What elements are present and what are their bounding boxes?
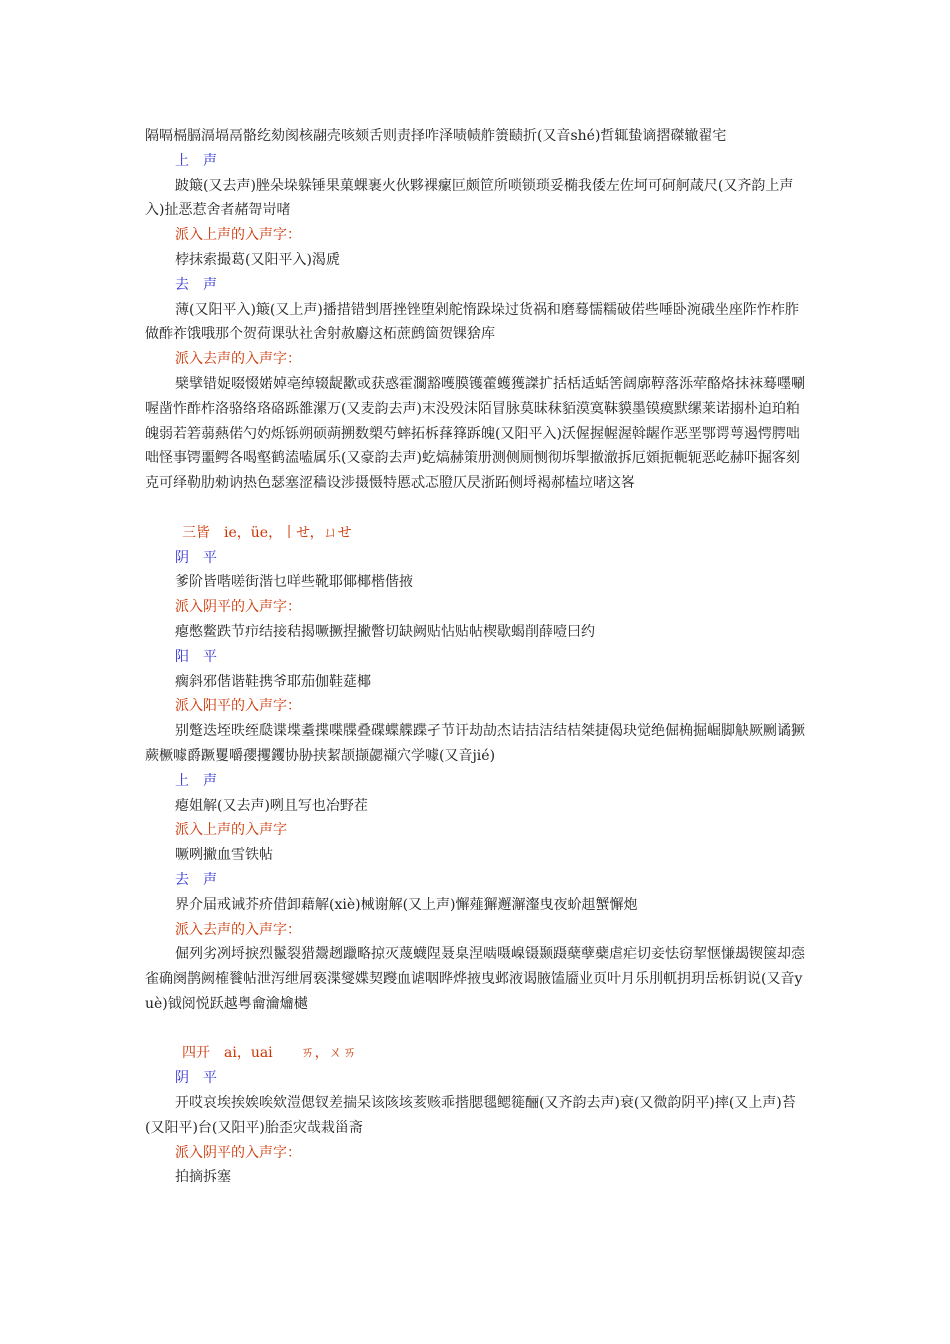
paragraph: 檗擘错娖啜惙婼婥亳绰辍龊歠或获惑霍灁豁嚄膜镬藿蠖獲謋扩括栝适蛞筈阔廓鞟落泺荦酪烙抹袜蓦嚜唰喔凿怍酢柞洛骆络珞硌跞雒漯万(又麦韵去声)末没殁沫陌冒脉莫昧秣貊漠寞靺貘墨镆瘼默缧莱诺搦朴迫珀粕魄弱若箬蒻爇偌勺妁烁铄朔硕蒴搠数槊芍蟀拓柝萚箨跅魄(又阳平入)沃偓握幄渥斡龌作恶垩鄂谔萼遏愕腭咄咄怪事锷噩鳄各喝壑鹤溘嗑属乐(又豪韵去声)虼熇赫策册测侧厕恻彻坼掣撤澈拆厄頞扼軛轭恶屹赫吓掘客刻克可绎勒肋勑讷热色瑟塞涩穑设涉摄慑特慝忒忑膯仄昃浙跖侧埒褐郝榼垃啫这峉	[145, 375, 805, 492]
tone-heading: 上 声	[175, 772, 217, 789]
paragraph: 瘪憋鳖跌节疖结接秸揭噘撅捏撇瞥切缺阙贴怗贴帖楔歇蝎削薛噎曰约	[175, 623, 595, 640]
paragraph: 跛簸(又去声)脞朵垛躲锤果菓蜾裹火伙夥裸瘰叵颇笸所唢锁琐妥椭我倭左佐坷可砢舸葴尺(又齐韵上声入)扯恶惹舍者赭哿岢啫	[145, 177, 794, 219]
paragraph: 噘咧撇血雪铁帖	[175, 847, 273, 864]
tone-heading: 派入阳平的入声字：	[175, 698, 301, 715]
tone-heading: 派入去声的入声字：	[175, 921, 301, 938]
tone-heading: 上 声	[175, 152, 217, 169]
paragraph: 界介届戒诫芥疥借卸藉解(xiè)械谢解(又上声)懈薤獬邂澥瀣曳夜蚧趄蟹懈炮	[175, 896, 638, 913]
paragraph: 瘸斜邪偕谐鞋携爷耶茄伽鞋莚椰	[175, 673, 371, 690]
paragraph: 别蹩迭垤昳绖瓞谍堞耋揲喋牒叠碟蝶艓蹀孑节讦劫劼杰诘拮洁结桔桀捷偈玦觉绝倔桷掘崛脚觖厥劂谲獗蕨橛噱爵蹶矍嚼孾攫钁协胁挟絜颉撷勰襭穴学噱(又音jié)	[145, 723, 805, 764]
paragraph: 薄(又阳平入)簸(又上声)播措错剉厝挫锉堕剁舵惰跺垛过货祸和磨蓦懦糯破偌些唾卧涴硪坐座阼怍柞胙做酢祚饿哦那个贺荷课驮社舍射赦麝这柘蔗鹧箇贺锞猞库	[145, 301, 799, 343]
tone-heading: 去 声	[175, 871, 217, 888]
tone-heading: 去 声	[175, 276, 217, 293]
tone-heading: 派入上声的入声字	[175, 822, 287, 839]
tone-heading: 阳 平	[175, 648, 217, 665]
section-title: 四开 ai，uai ㄞ，ㄨㄞ	[182, 1045, 357, 1062]
paragraph: 拍摘拆塞	[175, 1169, 231, 1186]
tone-heading: 阴 平	[175, 549, 217, 566]
paragraph: 开哎哀埃挨娭唉欸溰偲钗差揣呆该陔垓荄赅乖揩腮毸鳃簁酾(又齐韵去声)衰(又微韵阴平)摔(又上声)苔(又阳平)台(又阳平)胎歪灾哉栽甾斋	[145, 1095, 796, 1136]
paragraph: 倔列劣冽埒捩烈鬣裂猎鬶趔躐略掠灭蔑蠛陧聂臬涅啮嗫嵲镊颞蹑蘖孽蘗虐疟切妾怯窃挈惬慊朅锲箧却悫雀确阕鹊阙榷餮帖泄泻绁屑亵渫燮媟契躞血谑咽晔烨掖曳邺液谒腋馌靥业页叶月乐刖軏抈玥岳栎钥说(又音yuè)钺阅悦跃越粤龠瀹爚樾	[145, 946, 805, 1012]
tone-heading: 派入阴平的入声字：	[175, 599, 301, 616]
paragraph: 隔嗝槅膈滆塥鬲骼纥劾阂核翮壳咳颏舌则责择咋泽啧帻舴箦赜折(又音shé)哲辄蛰谪摺磔辙翟宅	[145, 128, 727, 144]
paragraph: 桲抹索撮葛(又阳平入)渴虒	[175, 251, 340, 268]
paragraph: 瘪姐解(又去声)咧且写也冶野茬	[175, 797, 368, 814]
tone-heading: 派入阴平的入声字：	[175, 1144, 301, 1161]
tone-heading: 阴 平	[175, 1070, 217, 1087]
section-title: 三皆 ie，üe，丨せ，ㄩせ	[182, 524, 352, 541]
tone-heading: 派入去声的入声字：	[175, 351, 301, 368]
paragraph: 爹阶皆喈嗟街湝乜咩些靴耶倻椰楷偕掖	[175, 574, 413, 591]
document-body	[145, 124, 810, 1190]
tone-heading: 派入上声的入声字：	[175, 227, 301, 244]
